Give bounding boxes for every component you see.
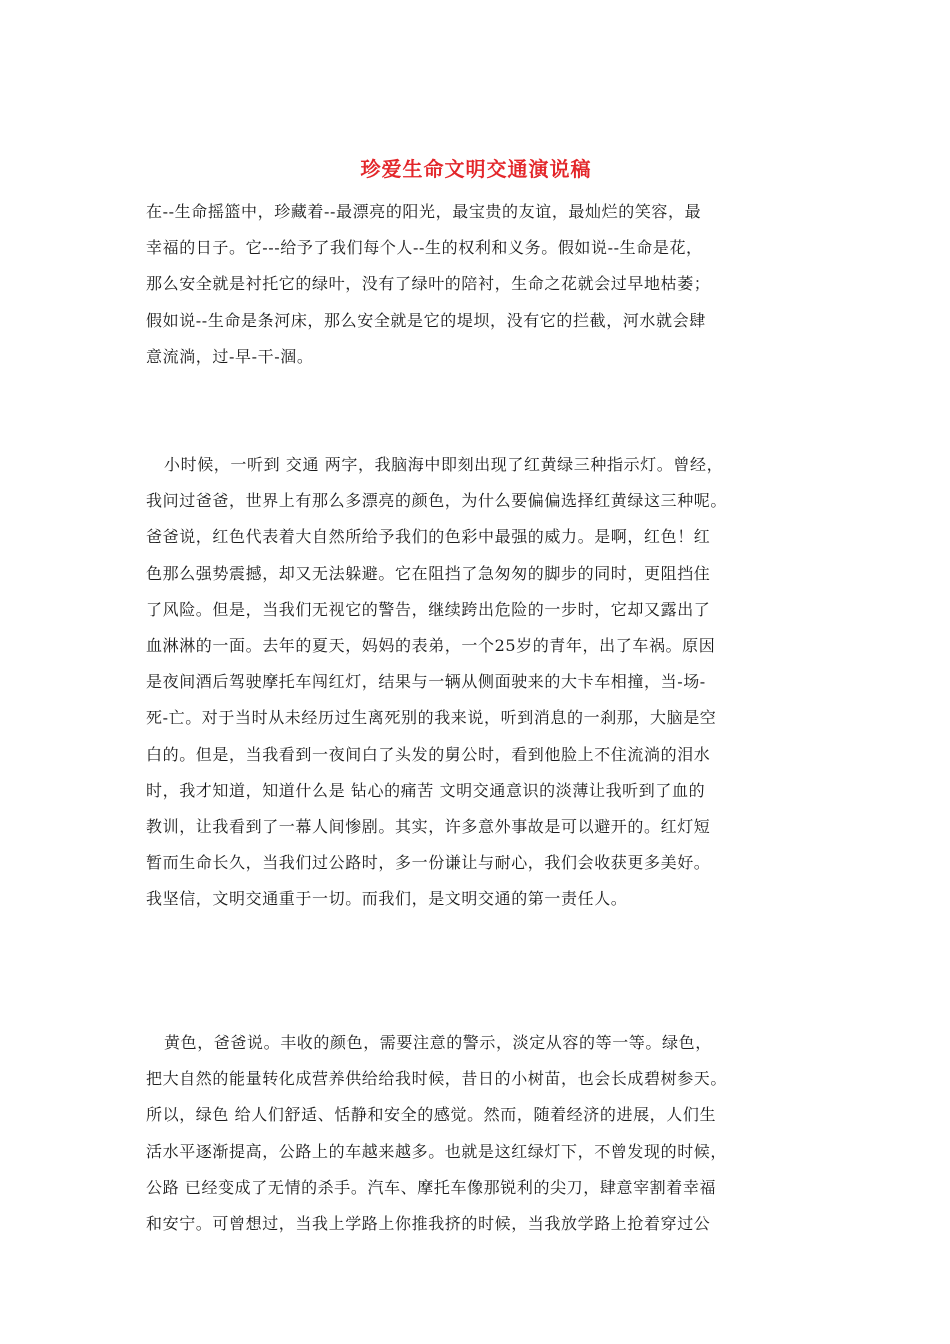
paragraph-1 xyxy=(146,194,806,375)
text-line: 色那么强势震撼，却又无法躲避。它在阻挡了急匆匆的脚步的同时，更阻挡住 xyxy=(146,563,711,583)
text-line: 是夜间酒后驾驶摩托车闯红灯，结果与一辆从侧面驶来的大卡车相撞，当-场- xyxy=(146,672,706,692)
text-line: 那么安全就是衬托它的绿叶，没有了绿叶的陪衬，生命之花就会过早地枯萎； xyxy=(146,274,711,294)
text-line: 了风险。但是，当我们无视它的警告，继续跨出危险的一步时，它却又露出了 xyxy=(146,599,711,619)
text-line: 意流淌，过-早-干-涸。 xyxy=(146,346,314,366)
text-line: 白的。但是，当我看到一夜间白了头发的舅公时，看到他脸上不住流淌的泪水 xyxy=(146,744,711,764)
text-line: 小时候，一听到 交通 两字，我脑海中即刻出现了红黄绿三种指示灯。曾经， xyxy=(164,455,724,474)
text-line: 教训，让我看到了一幕人间惨剧。其实，许多意外事故是可以避开的。红灯短 xyxy=(146,816,711,836)
text-line: 血淋淋的一面。去年的夏天，妈妈的表弟，一个25岁的青年，出了车祸。原因 xyxy=(146,635,716,655)
text-line: 我问过爸爸，世界上有那么多漂亮的颜色，为什么要偏偏选择红黄绿这三种呢。 xyxy=(146,491,728,511)
text-line: 爸爸说，红色代表着大自然所给予我们的色彩中最强的威力。是啊，红色！红 xyxy=(146,527,711,547)
paragraph-2 xyxy=(146,447,806,917)
text-line: 假如说--生命是条河床，那么安全就是它的堤坝，没有它的拦截，河水就会肆 xyxy=(146,310,706,330)
text-line: 时，我才知道，知道什么是 钻心的痛苦 文明交通意识的淡薄让我听到了血的 xyxy=(146,780,706,800)
text-line: 幸福的日子。它---给予了我们每个人--生的权利和义务。假如说--生命是花， xyxy=(146,238,703,258)
text-line: 所以，绿色 给人们舒适、恬静和安全的感觉。然而，随着经济的进展，人们生 xyxy=(146,1105,717,1125)
text-line: 公路 已经变成了无情的杀手。汽车、摩托车像那锐利的尖刀，肆意宰割着幸福 xyxy=(146,1177,717,1197)
text-line: 和安宁。可曾想过，当我上学路上你推我挤的时候，当我放学路上抢着穿过公 xyxy=(146,1213,711,1233)
text-line: 活水平逐渐提高，公路上的车越来越多。也就是这红绿灯下，不曾发现的时候， xyxy=(146,1141,728,1161)
paragraph-3 xyxy=(146,1025,806,1242)
text-line: 在--生命摇篮中，珍藏着--最漂亮的阳光，最宝贵的友谊，最灿烂的笑容，最 xyxy=(146,202,702,221)
text-line: 死-亡。对于当时从未经历过生离死别的我来说，听到消息的一刹那，大脑是空 xyxy=(146,708,717,728)
document-title: 珍爱生命文明交通演说稿 xyxy=(360,157,592,181)
text-line: 黄色，爸爸说。丰收的颜色，需要注意的警示，淡定从容的等一等。绿色， xyxy=(164,1033,712,1052)
text-line: 把大自然的能量转化成营养供给给我时候，昔日的小树苗，也会长成碧树参天。 xyxy=(146,1069,728,1089)
text-line: 暂而生命长久，当我们过公路时，多一份谦让与耐心，我们会收获更多美好。 xyxy=(146,853,711,873)
text-line: 我坚信，文明交通重于一切。而我们，是文明交通的第一责任人。 xyxy=(146,889,628,909)
